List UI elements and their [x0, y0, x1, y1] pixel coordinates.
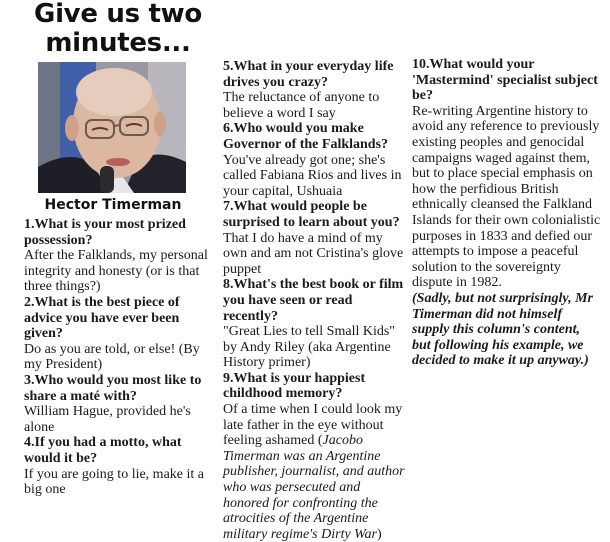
answer-6: You've already got one; she's called Fabiana Rios and lives in your capital, Ushuaia — [223, 152, 402, 199]
editorial-footnote: (Sadly, but not surprisingly, Mr Timerman did not himself supply this column's content, but following his example, we decided to make it up anyway.) — [412, 290, 594, 369]
photo-caption: Hector Timerman — [44, 197, 182, 213]
question-7: 7.What would people be surprised to learn about you? — [223, 199, 400, 230]
answer-5: The reluctance of anyone to believe a word I say — [223, 90, 380, 121]
question-5: 5.What in your everyday life drives you crazy? — [223, 59, 394, 90]
headline — [18, 0, 218, 58]
answer-9-italic-note: Jacobo Timerman was an Argentine publisher, journalist, and author who was persecuted and honored for confronting the atrocities of the Argentine military regime's Dirty War — [223, 433, 405, 542]
question-8: 8.What's the best book or film you have seen or read recently? — [223, 277, 404, 324]
column-1 — [24, 217, 216, 498]
portrait-photo — [38, 62, 186, 193]
question-2: 2.What is the best piece of advice you have ever been given? — [24, 294, 180, 342]
answer-4: If you are going to lie, make it a big one — [24, 466, 204, 498]
answer-2: Do as you are told, or else! (By my President) — [24, 341, 200, 373]
headline-line-1: Give us two — [34, 0, 202, 29]
column-2 — [223, 59, 405, 542]
answer-9-text: Of a time when I could look my late father in the eye without feeling ashamed ( — [223, 402, 403, 449]
question-4: 4.If you had a motto, what would it be? — [24, 435, 182, 466]
column-3 — [412, 57, 602, 369]
portrait-illustration-icon — [38, 62, 186, 193]
headline-line-2: minutes... — [45, 28, 191, 58]
question-6: 6.Who would you make Governor of the Falklands? — [223, 121, 389, 152]
answer-1: After the Falklands, my personal integrity and honesty (or is that three things?) — [24, 248, 208, 295]
question-10: 10.What would your 'Mastermind' specialist subject be? — [412, 57, 598, 104]
answer-3: William Hague, provided he's alone — [24, 404, 191, 435]
question-9: 9.What is your happiest childhood memory? — [223, 370, 366, 402]
answer-8: "Great Lies to tell Small Kids" by Andy Riley (aka Argentine History primer) — [223, 324, 396, 371]
answer-9 — [223, 402, 405, 542]
question-3: 3.Who would you most like to share a maté with? — [24, 372, 202, 404]
answer-9-close: ) — [377, 526, 382, 542]
answer-7: That I do have a mind of my own and am not Cristina's glove puppet — [223, 230, 404, 277]
question-1: 1.What is your most prized possession? — [24, 217, 186, 248]
answer-10: Re-writing Argentine history to avoid any reference to previously existing peoples and genocidal campaigns waged against them, but to place special emphasis on how the perfidious British ethnically cleansed the Falkland Islands for their own colonialistic purposes in 1833 and defied our attempts to impose a peaceful solution to the sovereignty dispute in 1982. — [412, 103, 601, 291]
